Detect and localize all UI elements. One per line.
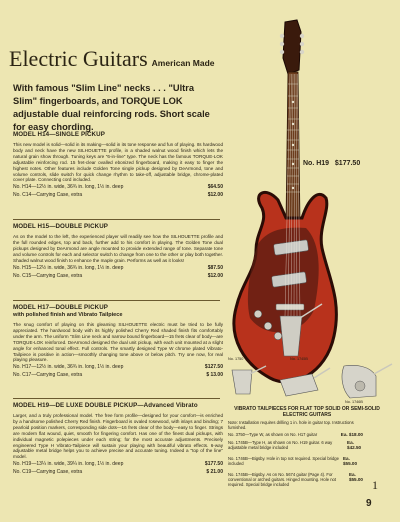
model-h15 (13, 223, 223, 280)
section-divider (13, 300, 220, 301)
intro-text: With famous "Slim Line" necks . . . "Ultra Slim" fingerboards, and TORQUE LOK adjustable dual reinforcing rods. Short scale for easy chording. (13, 83, 210, 132)
price-row (13, 468, 223, 476)
price-value: $64.50 (207, 184, 223, 191)
price-row (13, 272, 223, 280)
title-text: Electric Guitars (9, 46, 148, 71)
page-title (9, 46, 215, 72)
section-divider (13, 398, 220, 399)
model-description: This new model is solid—solid in its making—solid in its tone response and fun of playing. Its hardwood body and neck have the new SILHOUETTE profile, in a shaded walnut wood finish which lets the natural grain show through. Tuning keys are "6-in-line" type. The neck has the famous TORQUE-LOK adjustable reinforcing rod. 15 fret-clear ovalled ebonized fingerboard, making it easy to finger the highest notes. Other features include Golden Tone single pickup designed by DeArmond, tone and volume controls, slide switch for quick change rhythm to take-off, adjustable bridge, chrome-plated cover plate. Connecting cord included. (13, 142, 223, 183)
tailpiece-row (228, 440, 363, 450)
tailpiece-row-label: No. 1745B—Bigsby. As on No. 5674 guitar (Page 4). For conventional or arched guitars. Hinged mounting. Hole not required. Special bridge included (228, 472, 337, 488)
caption-model: No. H19 (303, 160, 330, 167)
price-label: No. H15—12½ in. wide, 36¾ in. long, 1½ in. deep (13, 264, 124, 271)
tailpiece-1746b (342, 364, 392, 398)
page-number: 1 (372, 478, 378, 492)
price-label: No. H19—13¼ in. wide, 39¼ in. long, 1½ in. deep (13, 461, 124, 468)
tailpiece-heading: VIBRATO TAILPIECES FOR FLAT TOP SOLID OR SEMI-SOLID ELECTRIC GUITARS (234, 406, 380, 418)
tailpiece-row-price: Ea. $42.50 (347, 440, 362, 451)
model-h17 (13, 304, 223, 379)
model-description: As on the model to the left, the experienced player will readily see how the SILHOUETTE profile and the full rounded edges, top and back, further add to his comfort in playing. The Golden Tone dual pickups designed by DeArmond are angle mounted to provide extended range of tone. Separate tone and volume controls for each and selector switch to change from one to the other or play both together. Shaded walnut wood finish to enhance the maple grain. Performs as well as it looks! (13, 234, 223, 263)
section-divider (13, 219, 220, 220)
headstock (283, 20, 301, 74)
price-row (13, 264, 223, 272)
model-description: The snug comfort of playing on this gleaming SILHOUETTE electric must be tried to be fully appreciated. The hardwood body with its highly polished Cherry Red shaded finish fits comfortably under the arm. The uniform "Slim Line neck and narrow bound fingerboard—15 frets clear of body—are TORQUE-LOK reinforced. DeArmond designed the dual unit pickup, with each unit mounted at a slight angle for enhanced tonal effect. Full controls. The smartly designed Type W chrome plated Vibrato-Tailpiece is positive in action—smoothly changing tone above or below pitch. Try one now, for real playing pleasure. (13, 322, 223, 363)
tailpiece-illustrations (226, 360, 396, 404)
price-label: No. H14—12½ in. wide, 36¾ in. long, 1½ in. deep (13, 184, 124, 191)
price-value: $ 21.00 (206, 469, 223, 476)
price-label: No. C19—Carrying Case, extra (13, 469, 83, 476)
tailpiece-row (228, 472, 363, 488)
tailpiece-note: Note: Installation requires drilling 1 in. hole in guitar top. Instructions furnished. (228, 420, 354, 431)
price-row (13, 363, 223, 371)
guitar-illustration (222, 18, 352, 401)
price-value: $127.50 (204, 364, 223, 371)
model-heading: MODEL H14—SINGLE PICKUP (13, 131, 105, 138)
price-row (13, 371, 223, 379)
price-label: No. H17—12½ in. wide, 36¾ in. long, 1½ in. deep (13, 364, 124, 371)
caption-price: $177.50 (334, 160, 361, 167)
tailpiece-label: No. 1750 (228, 357, 244, 361)
tailpiece-row-label: No. 1746B—Bigsby. Hole in top not required. Special bridge included (228, 456, 339, 467)
price-row (13, 460, 223, 468)
model-heading: MODEL H19—DE LUXE DOUBLE PICKUP—Advanced Vibrato (13, 402, 198, 409)
model-h14 (13, 131, 223, 199)
price-row (13, 191, 223, 199)
tailpiece-1750 (232, 366, 266, 394)
page-section-number: 9 (366, 498, 372, 509)
tailpiece-row-price: Ea. $18.00 (340, 432, 363, 437)
price-label: No. C17—Carrying Case, extra (13, 372, 83, 379)
price-label: No. C14—Carrying Case, extra (13, 192, 83, 199)
model-subheading: with polished finish and Vibrato Tailpiece (13, 312, 123, 318)
tailpiece-label: No. 1746B (345, 400, 363, 404)
title-subtitle: American Made (151, 58, 215, 68)
price-value: $ 13.00 (206, 372, 223, 379)
model-heading: MODEL H15—DOUBLE PICKUP (13, 223, 109, 230)
price-value: $87.50 (207, 264, 223, 271)
price-value: $12.00 (207, 192, 223, 199)
tailpiece-row-price: Ea. $55.00 (342, 456, 358, 467)
tailpiece-row-label: No. 3750—Type W, as shown on No. H17 guitar (228, 432, 318, 437)
tailpiece-row-price: Ea. $55.00 (348, 472, 363, 483)
model-h19 (13, 402, 223, 476)
tailpiece-row (228, 432, 363, 437)
tailpiece-1745b (280, 368, 330, 396)
tailpiece-label: No. 1745B (290, 357, 308, 361)
model-description: Larger, and a truly professional model. The free form profile—designed for your comfort—is enriched by a handsome polished Cherry Red finish. Fingerboard is ovaled rosewood, with inlays and binding; 7 pearloid position markers, corresponding side dots—16 frets clear of the body—easy to finger. Strings are modern flat wound, quiet, smooth for fingering comfort. Has one of the finest dual pickups, with individual magnetic polepieces under each string; for the most accurate adjustments. Precisely engineered Type H Vibrato-Tailpiece will sustain your playing with beautiful vibrato effects. 6-way adjustable metal bridge helps you to achieve precise and accurate tuning. Indeed a "top of the line" model. (13, 413, 223, 460)
tailpiece-row (228, 456, 363, 466)
model-heading: MODEL H17—DOUBLE PICKUP (13, 304, 109, 311)
price-value: $177.50 (204, 461, 223, 468)
guitar-caption (303, 160, 360, 167)
vibrato-tailpiece (280, 316, 302, 356)
price-row (13, 183, 223, 191)
price-value: $12.00 (207, 272, 223, 279)
tailpiece-row-label: No. 1745B—Type H, as shown on No. H19 guitar. 6 way adjustable metal bridge included (228, 440, 333, 451)
price-label: No. C15—Carrying Case, extra (13, 272, 83, 279)
